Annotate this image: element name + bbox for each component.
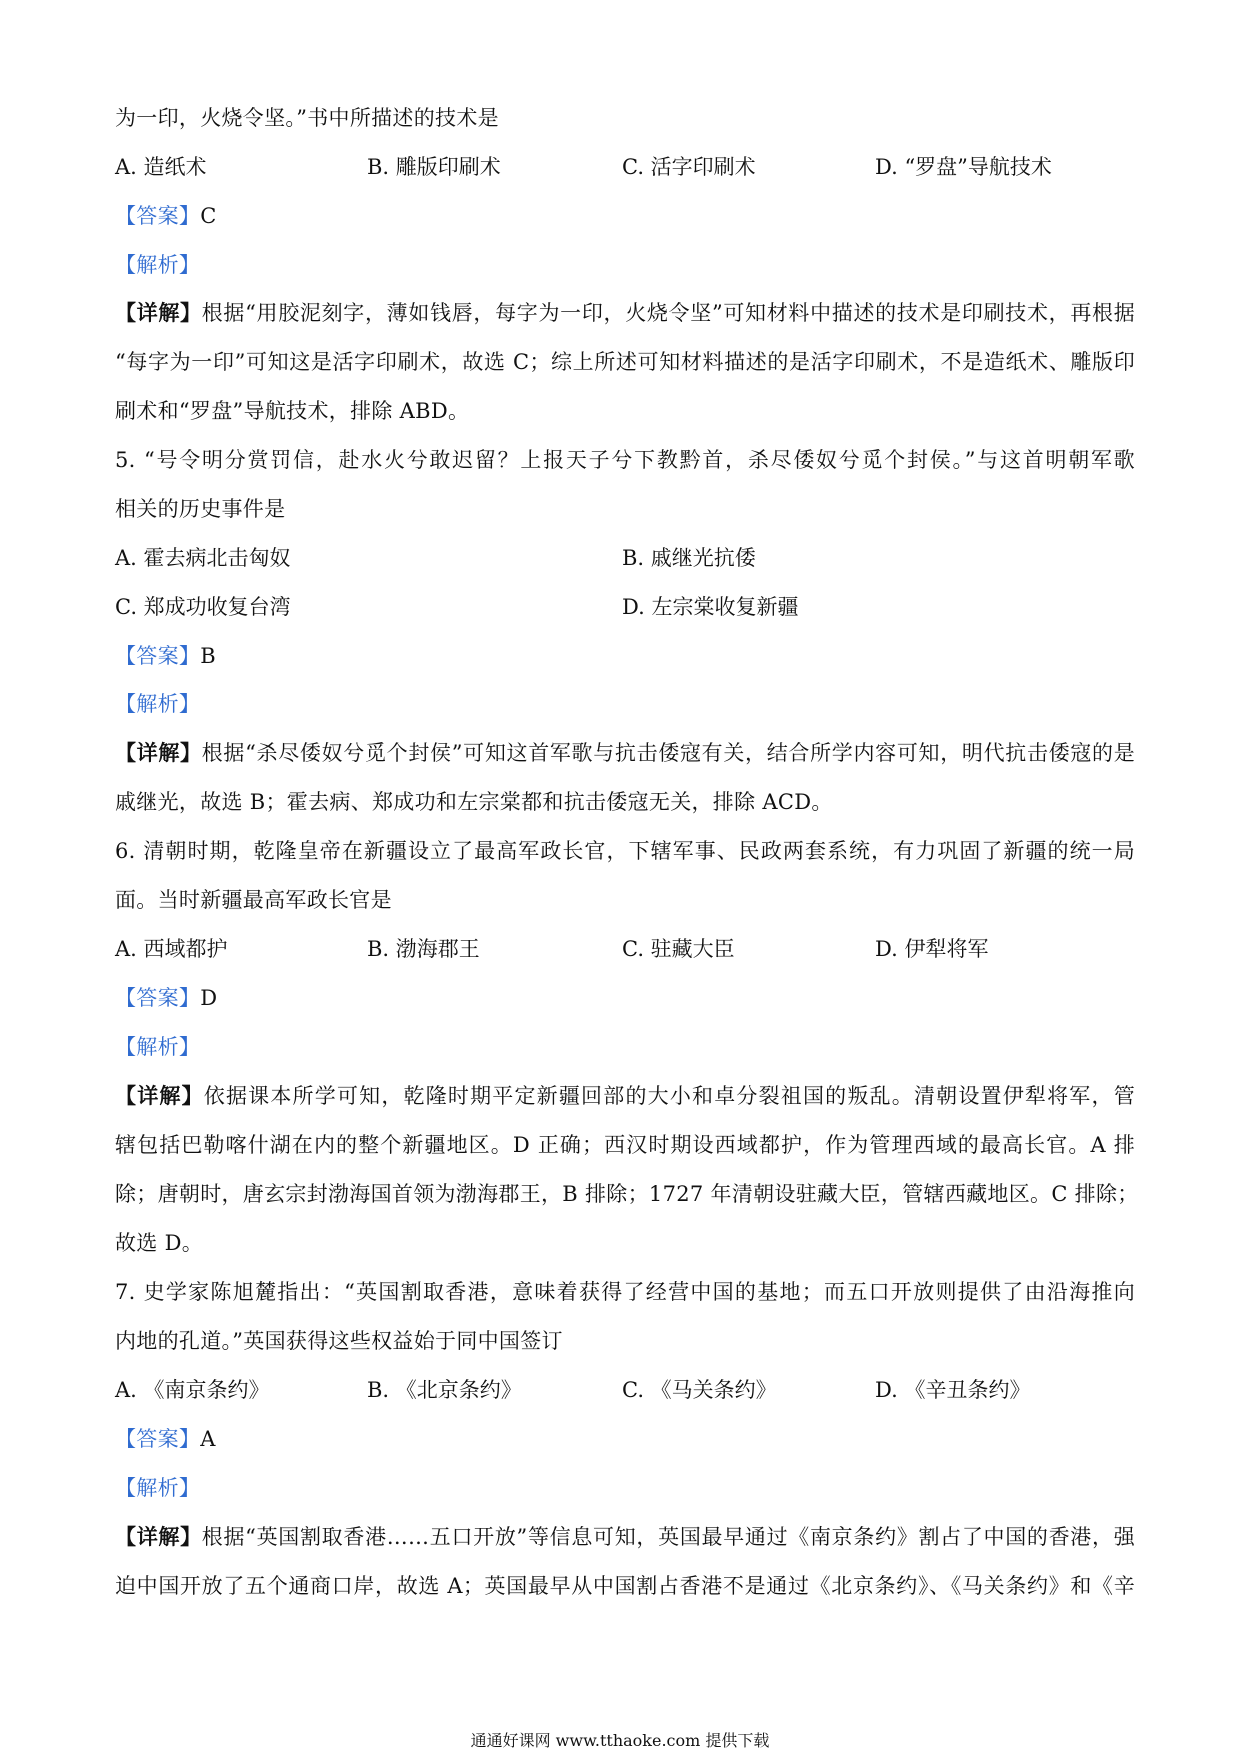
q6-option-b: B. 渤海郡王 xyxy=(367,937,480,961)
q5-option-d: D. 左宗棠收复新疆 xyxy=(622,595,799,619)
q7-detail-line-1 xyxy=(115,1522,1135,1552)
q4-detail-line-2: “每字为一印”可知这是活字印刷术，故选 C；综上所述可知材料描述的是活字印刷术，不是造纸术、雕版印 xyxy=(115,350,1135,374)
detail-text: 根据“英国割取香港……五口开放”等信息可知，英国最早通过《南京条约》割占了中国的香港，强 xyxy=(201,1525,1135,1549)
page-footer: 通通好课网 www.tthaoke.com 提供下载 xyxy=(470,1731,770,1750)
q6-detail-line-2: 辖包括巴勒喀什湖在内的整个新疆地区。D 正确；西汉时期设西域都护，作为管理西域的最高长官。A 排 xyxy=(115,1133,1135,1157)
q7-stem-line-2: 内地的孔道。”英国获得这些权益始于同中国签订 xyxy=(115,1329,563,1353)
q7-option-d: D. 《辛丑条约》 xyxy=(875,1378,1031,1402)
q4-option-d: D. “罗盘”导航技术 xyxy=(875,155,1052,179)
answer-value: B xyxy=(200,644,216,668)
answer-tag: 【答案】 xyxy=(115,204,201,228)
q5-answer xyxy=(115,641,1135,671)
detail-tag: 【详解】 xyxy=(115,300,202,325)
q7-option-b: B. 《北京条约》 xyxy=(367,1378,522,1402)
q6-stem-line-2: 面。当时新疆最高军政长官是 xyxy=(115,888,392,912)
q6-detail-line-4: 故选 D。 xyxy=(115,1231,204,1255)
q6-detail-line-1 xyxy=(115,1081,1135,1111)
answer-tag: 【答案】 xyxy=(115,644,201,668)
q7-answer xyxy=(115,1424,1135,1454)
q6-detail-line-3: 除；唐朝时，唐玄宗封渤海国首领为渤海郡王，B 排除；1727 年清朝设驻藏大臣，管辖西藏地区。C 排除； xyxy=(115,1182,1139,1206)
answer-value: D xyxy=(200,986,218,1010)
detail-text: 依据课本所学可知，乾隆时期平定新疆回部的大小和卓分裂祖国的叛乱。清朝设置伊犁将军，管 xyxy=(203,1084,1135,1108)
answer-tag: 【答案】 xyxy=(115,1427,201,1451)
analysis-tag: 【解析】 xyxy=(115,1476,201,1500)
q5-option-b: B. 戚继光抗倭 xyxy=(622,546,756,570)
q4-option-b: B. 雕版印刷术 xyxy=(367,155,501,179)
q6-option-d: D. 伊犁将军 xyxy=(875,937,989,961)
q6-answer xyxy=(115,983,1135,1013)
q5-stem-line-2: 相关的历史事件是 xyxy=(115,497,286,521)
q7-option-c: C. 《马关条约》 xyxy=(622,1378,777,1402)
q4-answer xyxy=(115,201,1135,231)
q5-option-c: C. 郑成功收复台湾 xyxy=(115,595,291,619)
q4-option-c: C. 活字印刷术 xyxy=(622,155,756,179)
q4-analysis-tag xyxy=(115,250,1135,280)
detail-tag: 【详解】 xyxy=(115,740,202,765)
q7-detail-line-2: 迫中国开放了五个通商口岸，故选 A；英国最早从中国割占香港不是通过《北京条约》、《马关条约》和《辛 xyxy=(115,1574,1135,1598)
answer-tag: 【答案】 xyxy=(115,986,201,1010)
detail-text: 根据“杀尽倭奴兮觅个封侯”可知这首军歌与抗击倭寇有关，结合所学内容可知，明代抗击倭寇的是 xyxy=(201,741,1135,765)
q4-stem-continuation: 为一印，火烧令坚。”书中所描述的技术是 xyxy=(115,106,499,130)
detail-tag: 【详解】 xyxy=(115,1524,202,1549)
q4-detail-line-1 xyxy=(115,298,1135,328)
analysis-tag: 【解析】 xyxy=(115,253,201,277)
detail-tag: 【详解】 xyxy=(115,1083,204,1108)
q5-stem-line-1: 5. “号令明分赏罚信，赴水火兮敢迟留？上报天子兮下教黔首，杀尽倭奴兮觅个封侯。”与这首明朝军歌 xyxy=(115,448,1135,472)
q5-detail-line-2: 戚继光，故选 B；霍去病、郑成功和左宗棠都和抗击倭寇无关，排除 ACD。 xyxy=(115,790,833,814)
q4-detail-line-3: 刷术和“罗盘”导航技术，排除 ABD。 xyxy=(115,399,470,423)
q5-detail-line-1 xyxy=(115,738,1135,768)
answer-value: A xyxy=(200,1427,216,1451)
answer-value: C xyxy=(200,204,217,228)
q6-option-a: A. 西域都护 xyxy=(115,937,228,961)
q7-option-a: A. 《南京条约》 xyxy=(115,1378,270,1402)
q5-analysis-tag xyxy=(115,689,1135,719)
detail-text: 根据“用胶泥刻字，薄如钱唇，每字为一印，火烧令坚”可知材料中描述的技术是印刷技术，再根据 xyxy=(201,301,1135,325)
q7-analysis-tag xyxy=(115,1473,1135,1503)
q6-analysis-tag xyxy=(115,1032,1135,1062)
q7-stem-line-1: 7. 史学家陈旭麓指出：“英国割取香港，意味着获得了经营中国的基地；而五口开放则提供了由沿海推向 xyxy=(115,1280,1135,1304)
q5-option-a: A. 霍去病北击匈奴 xyxy=(115,546,291,570)
q6-stem-line-1: 6. 清朝时期，乾隆皇帝在新疆设立了最高军政长官，下辖军事、民政两套系统，有力巩固了新疆的统一局 xyxy=(115,839,1135,863)
q4-option-a: A. 造纸术 xyxy=(115,155,207,179)
analysis-tag: 【解析】 xyxy=(115,1035,201,1059)
q6-option-c: C. 驻藏大臣 xyxy=(622,937,735,961)
analysis-tag: 【解析】 xyxy=(115,692,201,716)
